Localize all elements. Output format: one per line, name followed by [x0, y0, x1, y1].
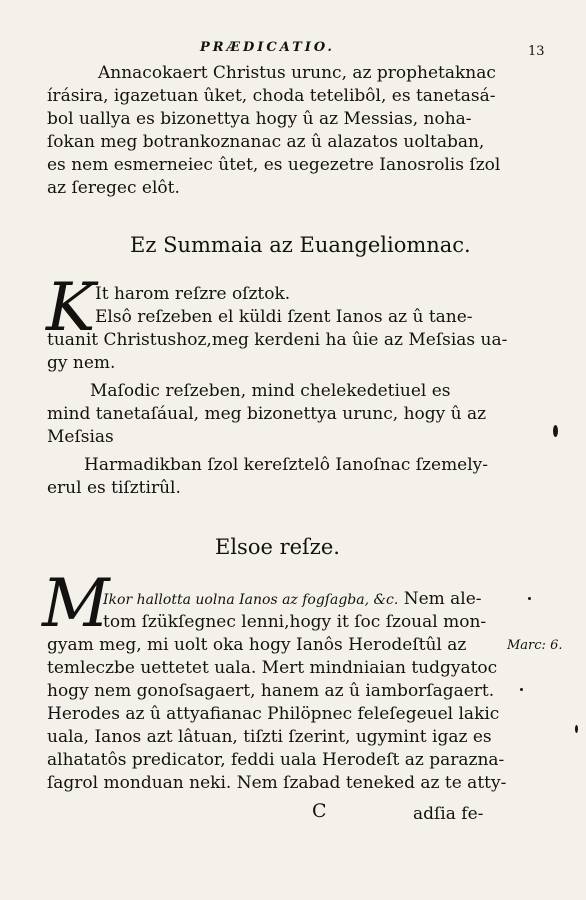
part-line: alhatatôs predicator, feddi uala Herodeſt az parazna-: [47, 750, 505, 770]
ink-speck: [520, 688, 523, 691]
first-line-rest: Nem ale-: [403, 589, 482, 609]
summary-line: Meſsias: [47, 427, 114, 447]
summary-line: Elsô reſzeben el küldi ſzent Ianos az û tane-: [95, 307, 473, 327]
intro-line: az ſeregec elôt.: [47, 178, 180, 198]
intro-line: ſokan meg botrankoznanac az û alazatos uoltaban,: [47, 132, 485, 152]
part-heading: Elsoe reſze.: [215, 535, 340, 559]
intro-line: írásira, igazetuan ûket, choda tetelibôl, es tanetasá-: [47, 86, 496, 106]
summary-line: erul es tiſztirûl.: [47, 478, 181, 498]
intro-line: bol uallya es bizonettya hogy û az Messias, noha-: [47, 109, 472, 129]
ink-speck: [575, 725, 578, 733]
summary-line: Harmadikban ſzol kereſztelô Ianoſnac ſzemely-: [84, 455, 489, 475]
part-line: temleczbe uettetet uala. Mert mindniaian tudgyatoc: [47, 658, 498, 678]
summary-line: tuanit Christushoz,meg kerdeni ha ûie az Meſsias ua-: [47, 330, 508, 350]
part-line: ſagrol monduan neki. Nem ſzabad teneked az te atty-: [47, 773, 507, 793]
summary-line: It harom reſzre oſztok.: [95, 284, 291, 304]
ink-speck: [553, 425, 558, 437]
intro-line: Annacokaert Christus urunc, az prophetaknac: [98, 63, 496, 83]
summary-dropcap: K: [46, 269, 96, 346]
intro-line: es nem esmerneiec ûtet, es uegezetre Ianosrolis ſzol: [47, 155, 501, 175]
summary-line: Maſodic reſzeben, mind chelekedetiuel es: [90, 381, 451, 401]
part-line: Herodes az û attyafianac Philöpnec feleſegeuel lakic: [47, 704, 500, 724]
part-line: uala, Ianos azt lâtuan, tiſzti ſzerint, ugymint igaz es: [47, 727, 492, 747]
summary-line: mind tanetaſáual, meg bizonettya urunc, hogy û az: [47, 404, 487, 424]
signature-mark: C: [312, 800, 327, 822]
part-line: gyam meg, mi uolt oka hogy Ianôs Herodeſtûl az: [47, 635, 467, 655]
page-number: 13: [528, 44, 545, 59]
running-head: PRÆDICATIO.: [200, 40, 335, 55]
part-dropcap: M: [42, 565, 110, 642]
summary-line: gy nem.: [47, 353, 116, 373]
catchword: adſia fe-: [413, 804, 484, 824]
part-line: tom ſzükſegnec lenni,hogy it ſoc ſzoual mon-: [103, 612, 487, 632]
part-first-line: [103, 589, 482, 611]
part-line: hogy nem gonoſsagaert, hanem az û iamborſagaert.: [47, 681, 495, 701]
ink-speck: [528, 597, 531, 600]
incipit-quote: Ikor hallotta uolna Ianos az fogſagba, &c.: [103, 592, 399, 608]
margin-note: Marc: 6.: [507, 638, 563, 653]
summary-heading: Ez Summaia az Euangeliomnac.: [130, 233, 471, 257]
